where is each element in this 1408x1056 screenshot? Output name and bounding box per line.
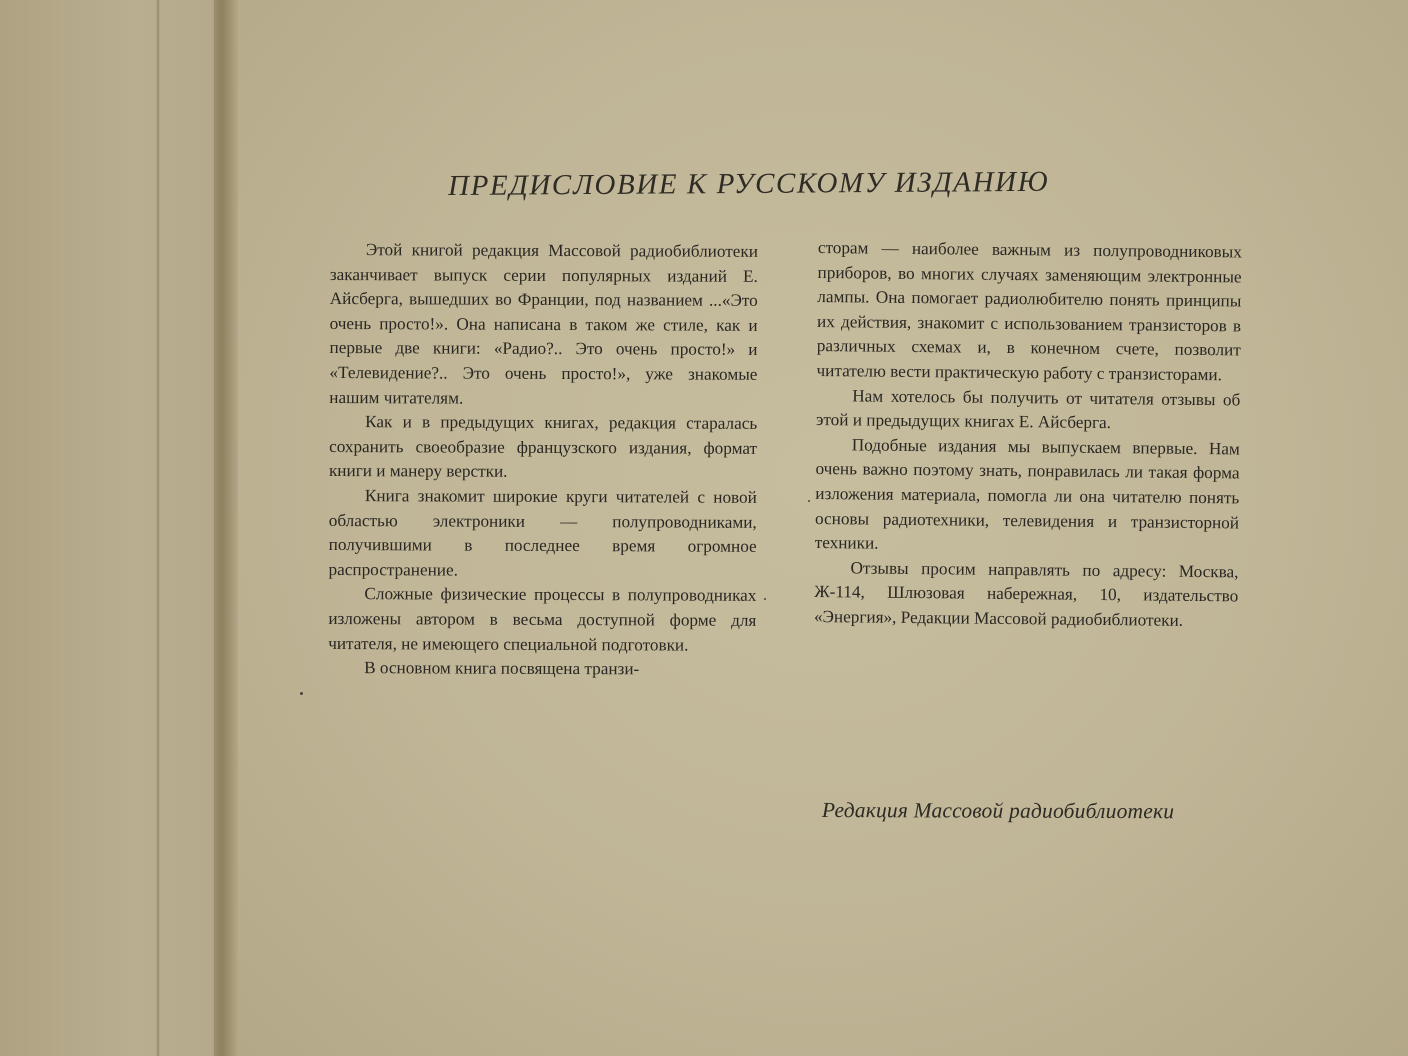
left-page (0, 0, 222, 1056)
signature: Редакция Массовой радиобиблиотеки (821, 798, 1175, 824)
left-text-column (328, 238, 758, 683)
paper-speck (808, 500, 810, 502)
left-page-edge (156, 0, 160, 1056)
paragraph: сторам — наиболее важным из полупроводниковых приборов, во многих случаях заменяющим электронные лампы. Она помогает радиолюбителю понять принципы их действия, знакомит с использованием транзисторов в различных схемах и, в конечном счете, позволит читателю вести практическую работу с транзисторами. (816, 237, 1242, 385)
paragraph: Нам хотелось бы получить от читателя отзывы об этой и предыдущих книгах Е. Айсберга. (815, 385, 1241, 433)
paragraph: В основном книга посвящена транзи- (364, 658, 640, 679)
book-gutter (214, 0, 240, 1056)
paper-speck (764, 598, 766, 600)
page-heading: ПРЕДИСЛОВИЕ К РУССКОМУ ИЗДАНИЮ (448, 165, 1050, 202)
right-text-column (814, 236, 1242, 634)
paper-speck (300, 692, 303, 695)
paragraph: Сложные физические процессы в полупроводниках изложены автором в весьма доступной форме для читателя, не имеющего специальной подготовки. (328, 584, 757, 655)
paragraph: Как и в предыдущих книгах, редакция старалась сохранить своеобразие французского издания, формат книги и манеру верстки. (328, 412, 758, 482)
paragraph: Отзывы просим направлять по адресу: Москва, Ж-114, Шлюзовая набережная, 10, издательство «Энергия», Редакции Массовой радиобиблиотеки. (813, 558, 1239, 630)
paragraph: Книга знакомит широкие круги читателей с новой областью электроники — полупроводниками, получившими в последнее время огромное распространение. (328, 486, 757, 580)
paragraph: Этой книгой редакция Массовой радиобиблиотеки заканчивает выпуск серии популярных изданий Е. Айсберга, вышедших во Франции, под названием ...«Это очень просто!». Она написана в таком же стиле, как и первые две книги: «Радио?.. Это очень просто!» и «Телевидение?.. Это очень просто!», уже знакомые нашим читателям. (329, 240, 758, 408)
paragraph: Подобные издания мы выпускаем впервые. Нам очень важно поэтому знать, понравилась ли такая форма изложения материала, помогла ли она читателю понять основы радиотехники, телевидения и транзисторной техники. (814, 435, 1240, 553)
